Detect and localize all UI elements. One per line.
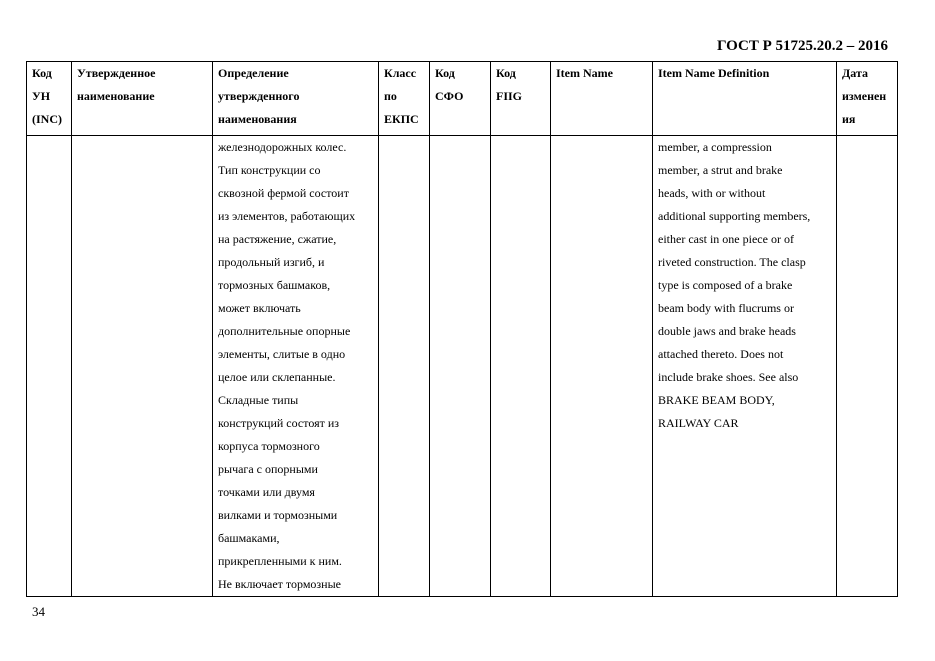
cell-item-name	[551, 136, 653, 597]
column-header-line: утвержденного	[218, 89, 300, 103]
page-number: 34	[32, 604, 45, 619]
column-header-line: наименования	[218, 112, 297, 126]
cell-approved-name	[72, 136, 213, 597]
text-line: на растяжение, сжатие,	[218, 232, 337, 246]
text-line: include brake shoes. See also	[658, 370, 799, 384]
text-line: рычага с опорными	[218, 462, 318, 476]
cell-code-fiig	[491, 136, 551, 597]
column-header-line: Дата	[842, 66, 868, 80]
cell-change-date	[837, 136, 898, 597]
cell-item-name-definition	[653, 136, 837, 597]
column-header-approved-name	[72, 62, 213, 136]
column-header-line: наименование	[77, 89, 155, 103]
document-code-header: ГОСТ Р 51725.20.2 – 2016	[716, 38, 888, 54]
text-line: RAILWAY CAR	[658, 416, 739, 430]
text-line: Тип конструкции со	[218, 163, 321, 177]
text-line: продольный изгиб, и	[218, 255, 325, 269]
text-line: целое или склепанные.	[218, 370, 336, 384]
column-header-code-fiig	[491, 62, 551, 136]
column-header-definition	[213, 62, 379, 136]
catalog-table	[26, 61, 898, 597]
text-line: Складные типы	[218, 393, 299, 407]
cell-definition-ru	[213, 136, 379, 597]
table-header-row	[27, 62, 898, 136]
text-line: attached thereto. Does not	[658, 347, 784, 361]
column-header-line: по	[384, 89, 397, 103]
column-header-inc	[27, 62, 72, 136]
text-line: дополнительные опорные	[218, 324, 351, 338]
text-line: точками или двумя	[218, 485, 315, 499]
column-header-line: Утвержденное	[77, 66, 156, 80]
column-header-line: Код	[496, 66, 516, 80]
text-line: riveted construction. The clasp	[658, 255, 806, 269]
text-line: member, a strut and brake	[658, 163, 783, 177]
cell-inc	[27, 136, 72, 597]
cell-class-ekps	[379, 136, 430, 597]
column-header-line: Item Name	[556, 66, 613, 80]
text-line: double jaws and brake heads	[658, 324, 796, 338]
column-header-line: Код	[435, 66, 455, 80]
text-line: either cast in one piece or of	[658, 232, 794, 246]
text-line: железнодорожных колес.	[218, 140, 347, 154]
column-header-item-name	[551, 62, 653, 136]
text-line: beam body with flucrums or	[658, 301, 794, 315]
text-line: BRAKE BEAM BODY,	[658, 393, 775, 407]
column-header-line: Класс	[384, 66, 417, 80]
column-header-line: СФО	[435, 89, 464, 103]
text-line: может включать	[218, 301, 301, 315]
text-line: heads, with or without	[658, 186, 766, 200]
column-header-change-date	[837, 62, 898, 136]
text-line: вилками и тормозными	[218, 508, 338, 522]
column-header-item-name-definition	[653, 62, 837, 136]
text-line: member, a compression	[658, 140, 772, 154]
column-header-line: (INC)	[32, 112, 62, 126]
text-line: башмаками,	[218, 531, 280, 545]
text-line: additional supporting members,	[658, 209, 811, 223]
text-line: конструкций состоят из	[218, 416, 340, 430]
text-line: тормозных башмаков,	[218, 278, 331, 292]
column-header-code-sfo	[430, 62, 491, 136]
column-header-line: Определение	[218, 66, 289, 80]
cell-code-sfo	[430, 136, 491, 597]
text-line: корпуса тормозного	[218, 439, 320, 453]
column-header-line: ЕКПС	[384, 112, 419, 126]
column-header-class-ekps	[379, 62, 430, 136]
text-line: из элементов, работающих	[218, 209, 356, 223]
table-row	[27, 136, 898, 597]
text-line: Не включает тормозные	[218, 577, 341, 591]
column-header-line: FIIG	[496, 89, 523, 103]
column-header-line: изменен	[842, 89, 887, 103]
column-header-line: УН	[32, 89, 51, 103]
text-line: прикрепленными к ним.	[218, 554, 342, 568]
column-header-line: Item Name Definition	[658, 66, 770, 80]
text-line: type is composed of a brake	[658, 278, 793, 292]
text-line: элементы, слитые в одно	[218, 347, 346, 361]
column-header-line: Код	[32, 66, 52, 80]
text-line: сквозной фермой состоит	[218, 186, 349, 200]
column-header-line: ия	[842, 112, 856, 126]
